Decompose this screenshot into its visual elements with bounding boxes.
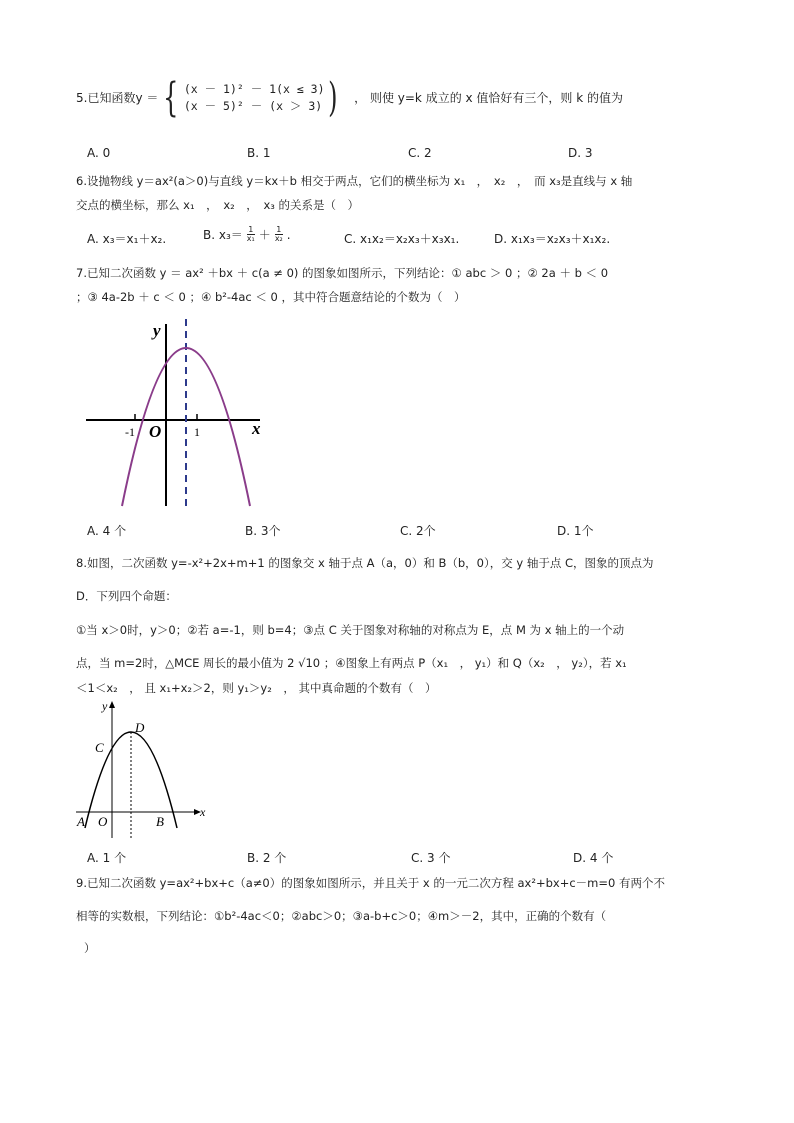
y-axis-label: y — [153, 321, 161, 340]
tick-label-one: 1 — [194, 425, 200, 439]
q7-option-a[interactable]: A. 4 个 — [87, 524, 127, 538]
q9-line-2: 相等的实数根，下列结论：①b²-4ac＜0；②abc＞0；③a-b+c＞0；④m＞－2，其中，正确的个数有（ — [76, 909, 607, 923]
q5-option-a[interactable]: A. 0 — [87, 146, 111, 160]
q6-option-b[interactable] — [203, 226, 291, 243]
x-axis-label: x — [252, 419, 261, 438]
q5-prefix: 5.已知函数y ＝ — [76, 91, 159, 105]
point-d-label: D — [135, 720, 145, 735]
q6-option-c[interactable]: C. x₁x₂＝x₂x₃＋x₃x₁. — [344, 232, 460, 246]
right-paren-icon: ) — [327, 75, 338, 121]
tick-label-neg-one: -1 — [125, 425, 135, 439]
q6-line-2: 交点的横坐标，那么 x₁ ， x₂ ， x₃ 的关系是（ ） — [76, 198, 360, 212]
q8-line-2: D．下列四个命题： — [76, 589, 177, 603]
q8-option-a[interactable]: A. 1 个 — [87, 851, 127, 865]
q6-fraction-2 — [275, 226, 283, 243]
q5-option-d[interactable]: D. 3 — [568, 146, 593, 160]
origin-label: O — [98, 814, 108, 829]
q9-line-3: ） — [84, 941, 96, 955]
y-label: y — [102, 699, 108, 713]
q5-cases — [184, 81, 325, 115]
q8-parabola-graph — [70, 696, 220, 841]
denominator: x₂ — [274, 234, 283, 243]
plus-sign: ＋ — [258, 228, 271, 242]
numerator: 1 — [248, 225, 254, 234]
q5-stem — [76, 75, 623, 121]
q6-option-d[interactable]: D. x₁x₃＝x₂x₃＋x₁x₂. — [494, 232, 611, 246]
q7-option-c[interactable]: C. 2个 — [400, 524, 436, 538]
q5-option-b[interactable]: B. 1 — [247, 146, 271, 160]
q8-line-3: ①当 x＞0时，y＞0；②若 a=-1，则 b=4；③点 C 关于图象对称轴的对称点为 E，点 M 为 x 轴上的一个动 — [76, 623, 625, 637]
q7-option-d[interactable]: D. 1个 — [557, 524, 594, 538]
q5-case-2: (x － 5)² － (x ＞ 3) — [183, 99, 323, 113]
q8-option-d[interactable]: D. 4 个 — [573, 851, 614, 865]
q7-line-2: ；③ 4a-2b ＋ c ＜ 0 ；④ b²-4ac ＜ 0 ，其中符合题意结论的个数为（ ） — [76, 290, 466, 304]
q6-option-a[interactable]: A. x₃＝x₁＋x₂. — [87, 232, 167, 246]
q7-option-b[interactable]: B. 3个 — [245, 524, 281, 538]
point-b-label: B — [156, 814, 164, 829]
denominator: x₁ — [246, 234, 255, 243]
q6-fraction-1 — [247, 226, 255, 243]
q5-option-c[interactable]: C. 2 — [408, 146, 432, 160]
q8-line-4: 点，当 m=2时，△MCE 周长的最小值为 2 √10 ；④图象上有两点 P（x₁ ， y₁）和 Q（x₂ ， y₂），若 x₁ — [76, 656, 627, 670]
numerator: 1 — [276, 225, 282, 234]
q6-option-b-prefix: B. x₃＝ — [203, 228, 243, 242]
q8-option-b[interactable]: B. 2 个 — [247, 851, 287, 865]
q8-line-5: ＜1＜x₂ ， 且 x₁+x₂＞2，则 y₁＞y₂ ， 其中真命题的个数有（ ） — [76, 681, 437, 695]
y-axis-arrow-icon — [109, 701, 115, 708]
q8-option-c[interactable]: C. 3 个 — [411, 851, 451, 865]
q5-suffix: ， 则使 y=k 成立的 x 值恰好有三个，则 k 的值为 — [354, 91, 623, 105]
q6-line-1: 6.设抛物线 y＝ax²(a＞0)与直线 y＝kx＋b 相交于两点，它们的横坐标为 x₁ ， x₂ ， 而 x₃是直线与 x 轴 — [76, 174, 633, 188]
point-a-label: A — [77, 814, 85, 829]
q7-line-1: 7.已知二次函数 y ＝ ax² ＋bx ＋ c(a ≠ 0) 的图象如图所示，下列结论：① abc ＞ 0 ；② 2a ＋ b ＜ 0 — [76, 266, 609, 280]
q7-parabola-graph — [80, 314, 280, 514]
q9-line-1: 9.已知二次函数 y=ax²+bx+c（a≠0）的图象如图所示，并且关于 x 的一元二次方程 ax²+bx+c－m=0 有两个不 — [76, 876, 665, 890]
period: . — [286, 227, 291, 242]
left-brace-icon: { — [163, 75, 179, 121]
origin-label: O — [149, 422, 162, 441]
q5-piecewise — [158, 75, 340, 121]
q5-case-1: (x － 1)² － 1(x ≤ 3) — [183, 82, 325, 96]
x-label: x — [200, 805, 206, 819]
q8-line-1: 8.如图，二次函数 y=-x²+2x+m+1 的图象交 x 轴于点 A（a，0）和 B（b，0），交 y 轴于点 C，图象的顶点为 — [76, 556, 654, 570]
point-c-label: C — [95, 740, 104, 755]
